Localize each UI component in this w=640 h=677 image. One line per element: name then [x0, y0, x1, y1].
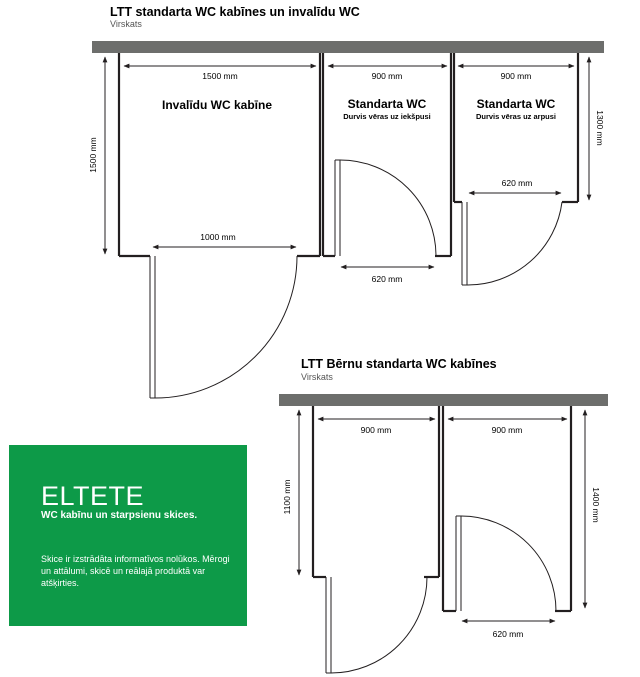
cabin-standard-outward-note: Durvis vēras uz arpusi [475, 112, 557, 121]
section2-depth-right: 1400 mm [591, 487, 601, 523]
section1-depth-right: 1300 mm [595, 110, 605, 146]
cabin-standard-inward-note: Durvis vēras uz iekšpusi [343, 112, 431, 121]
cabin-disabled-width: 1500 mm [202, 71, 238, 81]
door-swing-arc [461, 516, 556, 611]
section2-title: LTT Bērnu standarta WC kabīnes [301, 357, 497, 371]
cabin-standard-inward-name: Standarta WC [347, 97, 427, 111]
brand-disclaimer: Skice ir izstrādāta informatīvos nolūkos. Mērogi un attālumi, skicē un reālajā produktā var atšķirties. [41, 554, 230, 588]
section1-subtitle: Virskats [110, 19, 142, 29]
cabin-standard-inward-door-width: 620 mm [371, 274, 403, 284]
brand-panel [9, 445, 247, 626]
cabin-disabled-door-width: 1000 mm [200, 232, 236, 242]
cabin-standard-outward-name: Standarta WC [476, 97, 556, 111]
cabin-standard-outward-width: 900 mm [500, 71, 532, 81]
child-cabin-right-width: 900 mm [491, 425, 523, 435]
cabin-standard-inward-width: 900 mm [371, 71, 403, 81]
door-swing-arc [467, 202, 562, 285]
cabin-disabled-name: Invalīdu WC kabīne [161, 98, 273, 112]
brand-logo: ELTETE [41, 481, 145, 511]
door-swing-arc [340, 160, 436, 256]
section1-depth-left: 1500 mm [88, 137, 98, 173]
child-cabin-left-width: 900 mm [360, 425, 392, 435]
child-cabin-left [313, 406, 439, 673]
brand-tagline: WC kabīnu un starpsienu skices. [41, 510, 198, 521]
cabin-standard-inward [323, 53, 451, 256]
cabin-standard-outward-door-width: 620 mm [501, 178, 533, 188]
section2-ceiling-wall [279, 394, 608, 406]
cabin-standard-outward [454, 53, 578, 285]
section1-ceiling-wall [92, 41, 604, 53]
section1-title: LTT standarta WC kabīnes un invalīdu WC [110, 5, 360, 19]
section2-subtitle: Virskats [301, 372, 333, 382]
section2-depth-left: 1100 mm [282, 479, 292, 515]
door-swing-arc [155, 256, 297, 398]
child-cabin-door-width: 620 mm [492, 629, 524, 639]
child-cabin-right [443, 406, 571, 611]
door-swing-arc [331, 577, 427, 673]
